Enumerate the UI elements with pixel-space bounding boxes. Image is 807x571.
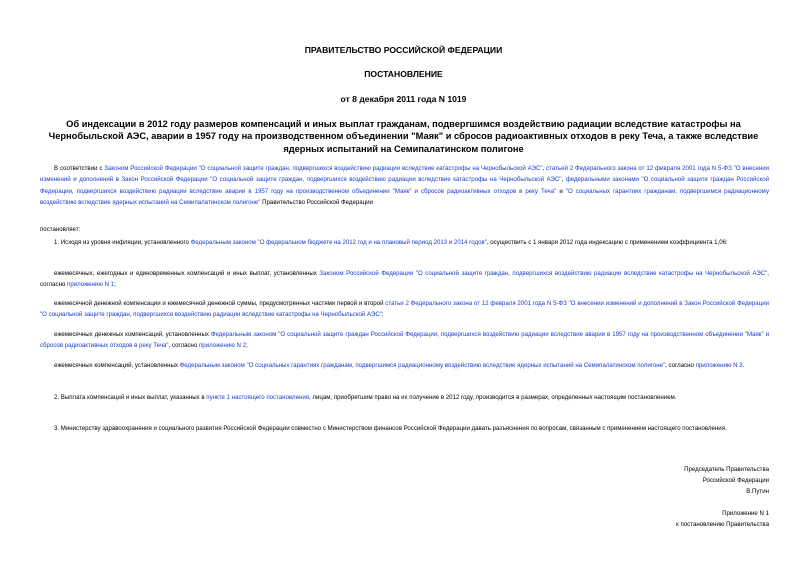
p1c-text-1: ежемесячных денежных компенсаций, установленных bbox=[54, 331, 211, 338]
p1b-law-link[interactable]: статьи 2 Федерального закона от 12 февраля 2001 года N 5-ФЗ "О внесении изменений и дополнений в Закон Российской Федерации "О социальной защите граждан, подвергшихся воздействию радиации вследствие катастрофы на Чернобыльской АЭС" bbox=[40, 300, 769, 319]
intro-text-3: , bbox=[561, 176, 566, 184]
appendix-heading bbox=[549, 508, 769, 530]
p1d-text-3: . bbox=[742, 362, 745, 369]
p1d-text-2: , согласно bbox=[665, 362, 696, 369]
clause-1-link[interactable]: пункте 1 настоящего постановления bbox=[206, 394, 310, 401]
p2-text-2: , лицам, приобретшим право на их получение в 2012 году, производится в размерах, определенных настоящим постановлением. bbox=[309, 394, 677, 401]
intro-text-5: Правительство Российской Федерации bbox=[260, 199, 373, 207]
p1a-text-1: ежемесячных, ежегодных и единовременных компенсаций и иных выплат, установленных bbox=[54, 270, 320, 277]
intro-text-1: В соответствии с bbox=[54, 165, 105, 172]
intro-text-4: и bbox=[556, 187, 566, 195]
paragraph-1c bbox=[40, 329, 769, 352]
p1a-law-link[interactable]: Законом Российской Федерации "О социальной защите граждан, подвергшихся воздействию радиации вследствие катастрофы на Чернобыльской АЭС" bbox=[319, 270, 768, 277]
appendix-1-link[interactable]: приложению N 1 bbox=[67, 281, 115, 289]
p1a-text-3: ; bbox=[114, 281, 116, 289]
document-type-heading: ПОСТАНОВЛЕНИЕ bbox=[364, 69, 443, 79]
p1b-text-1: ежемесячной денежной компенсации и ежемесячной денежной суммы, предусмотренных частями первой и второй bbox=[54, 300, 386, 307]
paragraph-1d bbox=[40, 360, 769, 371]
decree-word: постановляет: bbox=[40, 226, 81, 233]
p1c-text-2: , согласно bbox=[168, 342, 199, 350]
p1c-law-link[interactable]: Федеральным законом "О социальной защите граждан Российской Федерации, подвергшихся воздействию радиации вследствие аварии в 1957 году на производственном объединении "Маяк" и сбросов радиоактивных отходов в реку Теча" bbox=[40, 331, 769, 350]
p1d-text-1: ежемесячных компенсаций, установленных bbox=[54, 362, 180, 369]
signature-title-line-1: Председатель Правительства bbox=[684, 466, 769, 473]
p2-text-1: 2. Выплата компенсаций и иных выплат, указанных в bbox=[54, 394, 207, 401]
intro-paragraph bbox=[40, 163, 769, 209]
paragraph-1 bbox=[40, 237, 769, 248]
signature-name: В.Путин bbox=[746, 488, 769, 496]
appendix-2-link[interactable]: приложению N 2 bbox=[198, 342, 247, 350]
budget-law-link[interactable]: Федеральным законом "О федеральном бюджете на 2012 год и на плановый период 2013 и 2014 годов" bbox=[190, 239, 487, 246]
p1b-text-2: ; bbox=[381, 311, 384, 319]
government-heading: ПРАВИТЕЛЬСТВО РОССИЙСКОЙ ФЕДЕРАЦИИ bbox=[304, 45, 503, 55]
paragraph-1a bbox=[40, 268, 769, 291]
signature-block bbox=[549, 464, 769, 498]
intro-text-2: , bbox=[542, 165, 547, 172]
law-link-semipalatinsk[interactable]: "О социальных гарантиях гражданам, подвергшимся радиационному воздействию вследствие ядерных испытаний на Семипалатинском полигоне" bbox=[40, 187, 769, 207]
p1c-text-3: ; bbox=[246, 342, 248, 350]
appendix-title: Приложение N 1 bbox=[722, 510, 769, 517]
p1a-text-2: , согласно bbox=[40, 270, 769, 289]
law-link-mayak[interactable]: федеральными законами "О социальной защите граждан Российской Федерации, подвергшихся воздействию радиации вследствие аварии в 1957 году на производственном объединении "Маяк" и сбросов радиоактивных отходов в реку Теча" bbox=[40, 176, 769, 195]
signature-title-line-2: Российской Федерации bbox=[702, 477, 769, 485]
p1-text-2: , осуществить с 1 января 2012 года индексацию с применением коэффициента 1,06: bbox=[486, 239, 728, 246]
paragraph-3: 3. Министерству здравоохранения и социального развития Российской Федерации совместно с Министерством финансов Российской Федерации давать разъяснения по вопросам, связанным с применением настоящего постановления. bbox=[54, 425, 727, 432]
p1d-law-link[interactable]: Федеральным законом "О социальных гарантиях гражданам, подвергшимся радиационному воздействию вследствие ядерных испытаний на Семипалатинском полигоне" bbox=[179, 362, 666, 369]
date-number-heading: от 8 декабря 2011 года N 1019 bbox=[340, 94, 467, 104]
document-title: Об индексации в 2012 году размеров компенсаций и иных выплат гражданам, подвергшимся воздействию радиации вследствие катастрофы на Чернобыльской АЭС, аварии в 1957 году на производственном объединении "Маяк" и сбросов радиоактивных отходов в реку Теча, а также вследствие ядерных испытаний на Семипалатинском полигоне bbox=[48, 119, 759, 154]
law-link-chernobyl[interactable]: Законом Российской Федерации "О социальной защите граждан, подвергшихся воздействию радиации вследствие катастрофы на Чернобыльской АЭС" bbox=[104, 165, 543, 172]
appendix-3-link[interactable]: приложению N 3 bbox=[695, 362, 743, 369]
paragraph-2 bbox=[40, 392, 769, 403]
paragraph-1b bbox=[40, 298, 769, 321]
law-link-article-2[interactable]: статьей 2 Федерального закона от 12 февраля 2001 года N 5-ФЗ "О внесении изменений и дополнений в Закон Российской Федерации "О социальной защите граждан, подвергшихся воздействию радиации вследствие катастрофы на Чернобыльской АЭС" bbox=[40, 165, 770, 184]
appendix-subtitle: к постановлению Правительства bbox=[676, 521, 769, 529]
p1-text-1: 1. Исходя из уровня инфляции, установленного bbox=[54, 239, 191, 246]
